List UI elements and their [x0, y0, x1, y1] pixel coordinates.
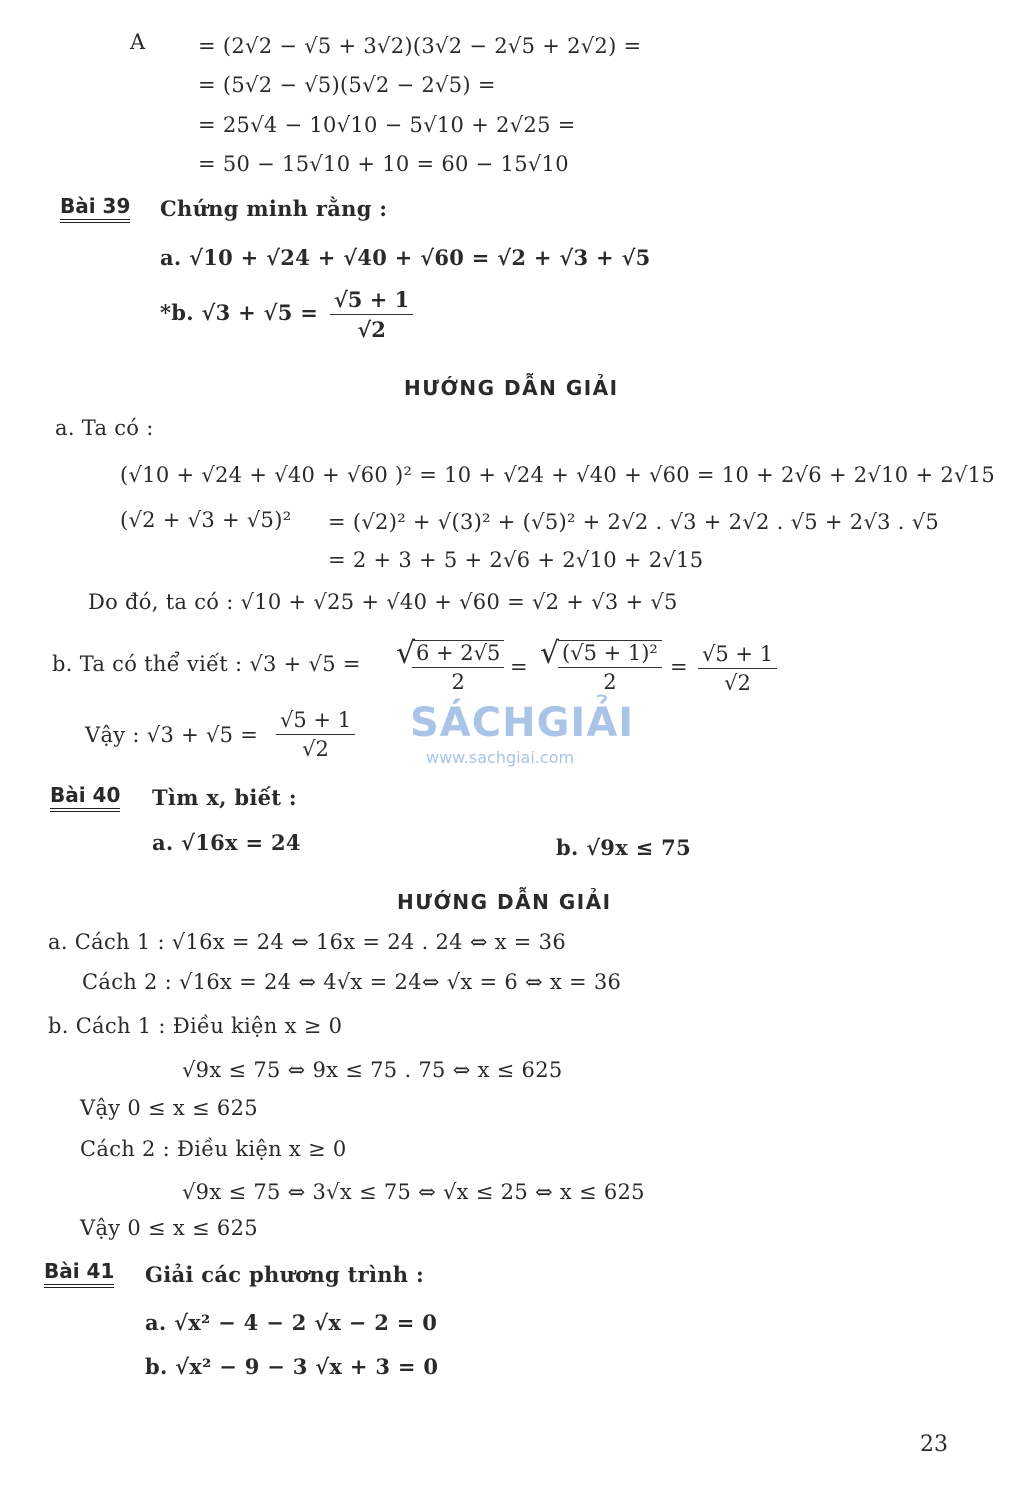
exercise-39-fraction	[330, 287, 413, 342]
calc-line-4: = 50 − 15√10 + 10 = 60 − 15√10	[198, 152, 569, 176]
solution-a-line-3: = 2 + 3 + 5 + 2√6 + 2√10 + 2√15	[328, 548, 704, 572]
solution-a-conclusion: Do đó, ta có : √10 + √25 + √40 + √60 = √2 + √3 + √5	[88, 590, 678, 614]
calc-line-1: = (2√2 − √5 + 3√2)(3√2 − 2√5 + 2√2) =	[198, 34, 642, 58]
fraction-numerator: (√5 + 1)²	[558, 640, 662, 668]
solution-heading: HƯỚNG DẪN GIẢI	[397, 890, 612, 914]
solution-40b-method-1: b. Cách 1 : Điều kiện x ≥ 0	[48, 1014, 343, 1038]
solution-a-line-1: (√10 + √24 + √40 + √60 )² = 10 + √24 + √40 + √60 = 10 + 2√6 + 2√10 + 2√15	[120, 463, 995, 487]
solution-b-intro: b. Ta có thể viết : √3 + √5 =	[52, 652, 361, 676]
page-number: 23	[920, 1432, 948, 1457]
watermark-url: www.sachgiai.com	[426, 748, 575, 767]
watermark	[410, 700, 634, 767]
fraction-denominator: 2	[451, 670, 465, 694]
exercise-label-41: Bài 41	[44, 1259, 114, 1288]
exercise-label-39: Bài 39	[60, 194, 130, 223]
expression-label: A	[130, 30, 146, 54]
exercise-41-part-a: a. √x² − 4 − 2 √x − 2 = 0	[145, 1310, 438, 1335]
solution-b-fraction-2	[558, 640, 662, 694]
solution-a-line-2-left: (√2 + √3 + √5)²	[120, 508, 292, 532]
solution-b-fraction-3	[698, 642, 777, 695]
fraction-numerator: √5 + 1	[330, 287, 413, 315]
fraction-numerator: 6 + 2√5	[412, 640, 504, 668]
solution-40b-method-2-line-2: √9x ≤ 75 ⇔ 3√x ≤ 75 ⇔ √x ≤ 25 ⇔ x ≤ 625	[182, 1180, 645, 1204]
fraction-numerator: √5 + 1	[276, 708, 355, 735]
exercise-title-39: Chứng minh rằng :	[160, 196, 388, 221]
solution-40b-conclusion-2: Vậy 0 ≤ x ≤ 625	[80, 1216, 258, 1240]
sqrt-sign-icon: √	[540, 636, 560, 671]
solution-40b-method-2: Cách 2 : Điều kiện x ≥ 0	[80, 1137, 347, 1161]
solution-40b-conclusion-1: Vậy 0 ≤ x ≤ 625	[80, 1096, 258, 1120]
solution-a-line-2-right: = (√2)² + √(3)² + (√5)² + 2√2 . √3 + 2√2 . √5 + 2√3 . √5	[328, 510, 940, 534]
equals-sign: =	[510, 655, 528, 679]
fraction-denominator: √2	[302, 737, 329, 761]
exercise-41-part-b: b. √x² − 9 − 3 √x + 3 = 0	[145, 1354, 439, 1379]
solution-b-conclusion-fraction	[276, 708, 355, 761]
exercise-label-40: Bài 40	[50, 783, 120, 812]
fraction-numerator: √5 + 1	[698, 642, 777, 669]
equals-sign: =	[670, 655, 688, 679]
exercise-39-part-b: *b. √3 + √5 =	[160, 300, 319, 325]
solution-a-intro: a. Ta có :	[55, 416, 154, 440]
fraction-denominator: √2	[724, 671, 751, 695]
exercise-title-41: Giải các phương trình :	[145, 1262, 425, 1287]
fraction-denominator: 2	[603, 670, 617, 694]
exercise-40-part-a: a. √16x = 24	[152, 830, 301, 855]
solution-heading: HƯỚNG DẪN GIẢI	[404, 376, 619, 400]
exercise-39-part-a: a. √10 + √24 + √40 + √60 = √2 + √3 + √5	[160, 245, 651, 270]
exercise-40-part-b: b. √9x ≤ 75	[556, 835, 691, 860]
solution-40a-method-1: a. Cách 1 : √16x = 24 ⇔ 16x = 24 . 24 ⇔ x = 36	[48, 930, 567, 954]
calc-line-3: = 25√4 − 10√10 − 5√10 + 2√25 =	[198, 113, 576, 137]
watermark-logo: SÁCHGIẢI	[410, 700, 635, 746]
exercise-title-40: Tìm x, biết :	[152, 785, 297, 810]
solution-b-fraction-1	[412, 640, 504, 694]
solution-b-conclusion: Vậy : √3 + √5 =	[85, 723, 259, 747]
fraction-denominator: √2	[357, 317, 386, 342]
sqrt-sign-icon: √	[396, 636, 416, 671]
solution-40b-method-1-line-2: √9x ≤ 75 ⇔ 9x ≤ 75 . 75 ⇔ x ≤ 625	[182, 1058, 563, 1082]
calc-line-2: = (5√2 − √5)(5√2 − 2√5) =	[198, 73, 496, 97]
solution-40a-method-2: Cách 2 : √16x = 24 ⇔ 4√x = 24⇔ √x = 6 ⇔ x = 36	[82, 970, 622, 994]
